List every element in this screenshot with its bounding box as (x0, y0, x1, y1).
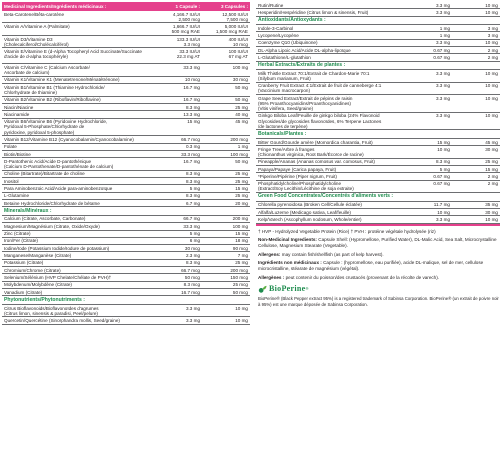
amount-one-capsule: 4,166.7 IU/UI 2,500 mcg (172, 11, 200, 22)
ingredient-row (2, 267, 250, 274)
ingredient-row (256, 209, 500, 216)
amount-one-capsule: 66.7 mcg (181, 267, 200, 273)
amount-three-capsules: 3 mg (487, 33, 498, 39)
ingredient-name: Kelp/Varech (Ascophyllum nodosum, Whole/entier) (258, 216, 362, 222)
ingredient-name: Beta-Carotene/Bêta-carotène (4, 11, 65, 17)
ingredient-name: L-Glutamine (4, 193, 30, 199)
amount-one-capsule: 5 mg (189, 231, 200, 237)
bioperine-logo-text: BioPerine (269, 284, 306, 294)
phytonutrients-heading: Phytonutrients/Phytonutriments : (2, 296, 250, 304)
header-three-capsules: 3 Capsules : (220, 3, 248, 9)
herbal-extracts-table (256, 70, 500, 130)
amount-three-capsules: 1 mg (237, 144, 248, 150)
amount-one-capsule: 0.3 mg (185, 144, 200, 150)
amount-one-capsule: 5 mg (189, 185, 200, 191)
ingredient-name: Calcium (Citrate, Ascorbate, Carbonate) (4, 216, 86, 222)
minerals-heading: Minerals/Minéraux : (2, 207, 250, 215)
amount-three-capsules: 5,000 IU/UI 1,500 mcg RAE (215, 24, 248, 35)
ingredient-row (2, 223, 250, 230)
ingredient-name: Molybdenum/Molybdène (Citrate) (4, 282, 72, 288)
ingredient-name: Manganese/Manganèse (Citrate) (4, 253, 72, 259)
amount-one-capsule: 8.3 mg (185, 260, 200, 266)
ingredient-row (2, 23, 250, 35)
amount-one-capsule: 3.3 mg (435, 216, 450, 222)
amount-one-capsule: 8.3 mcg (183, 282, 200, 288)
amount-one-capsule: 8.3 mg (185, 178, 200, 184)
amount-three-capsules: 18 mg (235, 238, 248, 244)
non-medicinal-fr-label: Ingrédients non médicinaux : (258, 260, 322, 266)
amount-one-capsule: 16.7 mcg (181, 289, 200, 295)
ingredient-row (2, 178, 250, 185)
non-medicinal-fr-text: Capsule : (hypromellose, eau purifiée), acide DL-malique, sel de mer, cellulose microcristalline, stéarate de magnésium (végétal). (258, 260, 484, 272)
amount-one-capsule: 133.3 IU/UI 3.3 mcg (176, 36, 200, 47)
ingredient-row (256, 70, 500, 82)
amount-three-capsules: 45 mg (485, 139, 498, 145)
amount-three-capsules: 3 mg (487, 25, 498, 31)
amount-one-capsule: 0.67 mg (433, 55, 450, 61)
amount-one-capsule: 50 mcg (184, 275, 200, 281)
amount-one-capsule: 3.3 mg (435, 70, 450, 76)
amount-three-capsules: 10 mg (485, 9, 498, 15)
ingredient-row (2, 171, 250, 178)
ingredient-name: Indole-3-Carbinol (258, 25, 294, 31)
ingredient-row (2, 64, 250, 76)
ingredient-name: Rutin/Rutine (258, 2, 284, 8)
amount-three-capsules: 7 mg (237, 253, 248, 259)
amount-three-capsules: 25 mg (235, 178, 248, 184)
amount-one-capsule: 8.3 mg (185, 171, 200, 177)
ingredient-name: Vitamin B1/Vitamine B1 (Thiamine Hydrochloride/ Chlorhydrate de thiamine) (4, 84, 105, 95)
ingredient-name: Grape Seed Extract/Extrait de pépins de raisin (95% Proanthocyanidins/Proanthocyanidines) (Vitis vinifera, Seed/graine) (258, 95, 353, 112)
ingredient-row (2, 200, 250, 207)
ingredient-row (256, 47, 500, 54)
antioxidants-heading: Antioxidants/Antioxydants : (256, 17, 500, 25)
ingredient-name: Hesperidin/Hespéridine (Citrus limon & sinensis, Fruit) (258, 9, 369, 15)
amount-one-capsule: 8.3 mg (435, 159, 450, 165)
amount-three-capsules: 200 mcg (230, 136, 248, 142)
amount-one-capsule: 13.3 mg (183, 111, 200, 117)
amount-three-capsules: 2 mg (487, 55, 498, 61)
amount-three-capsules: 15 mg (485, 166, 498, 172)
amount-three-capsules: 200 mcg (230, 267, 248, 273)
ingredient-row (256, 25, 500, 32)
amount-three-capsules: 10 mg (485, 70, 498, 76)
amount-three-capsules: 25 mg (235, 193, 248, 199)
ingredient-name: Chlorella pyrenoidosa (Broken Cell/Cellule éclatée) (258, 202, 362, 208)
ingredient-row (256, 159, 500, 166)
ingredient-name: Vitamin D3/Vitamine D3 (Cholecalciferol/Cholécalciférol) (4, 36, 69, 47)
ingredient-row (256, 166, 500, 173)
allergens-en-label: Allergens: (258, 251, 281, 257)
ingredient-row (256, 216, 500, 223)
ingredient-row (2, 104, 250, 111)
table-header (2, 2, 250, 11)
amount-one-capsule: 3.3 mg (435, 113, 450, 119)
ingredient-row (2, 185, 250, 192)
amount-three-capsules: 25 mcg (232, 282, 248, 288)
amount-three-capsules: 100 IU/UI 67 mg AT (228, 49, 248, 60)
amount-three-capsules: 200 mg (232, 216, 248, 222)
amount-one-capsule: 66.7 mg (183, 216, 200, 222)
amount-three-capsules: 2 mg (487, 47, 498, 53)
amount-three-capsules: 10 mg (235, 305, 248, 311)
amount-one-capsule: 8.3 mg (185, 193, 200, 199)
ingredient-row (256, 54, 500, 61)
ingredient-name: Ginkgo Biloba Leaf/Feuille de ginkgo biloba (24% Flavonoid Glycosides/de glycosides flavonoïdes, 6% Terpene Lactones /de lactones de terpène) (258, 113, 382, 129)
ingredient-row (2, 260, 250, 267)
amount-three-capsules: 20 mg (235, 200, 248, 206)
amount-one-capsule: 6.7 mg (185, 200, 200, 206)
amount-one-capsule: 10 mcg (184, 77, 200, 83)
ingredient-row (256, 95, 500, 113)
amount-one-capsule: 0.67 mg (433, 47, 450, 53)
ingredient-name: Alfalfa/Luzerne (Medicago sativa, Leaf/feuille) (258, 209, 351, 215)
ingredient-name: Fringe Tree/Arbre à franges (Chionanthus virginica, Root Bark/Écorce de racine) (258, 146, 364, 157)
ingredient-row (2, 136, 250, 143)
amount-one-capsule: 3.3 mg (435, 2, 450, 8)
amount-one-capsule: 16.7 mg (183, 158, 200, 164)
hvp-footnote: † HVP - Hydrolyzed Vegetable Protein (Rice) † PVH : protéine végétale hydrolysée (riz) (258, 228, 436, 234)
ingredient-name: Niacin/Niacine (4, 104, 34, 110)
ingredient-row (2, 252, 250, 259)
ingredient-row (2, 245, 250, 252)
amount-one-capsule: 33.3 mg (183, 223, 200, 229)
allergens-fr (258, 275, 498, 281)
ingredient-name: Vitamin B2/Vitamine B2 (Riboflavin/Riboflavine) (4, 97, 101, 103)
ingredient-row (2, 48, 250, 64)
ingredient-row (256, 202, 500, 209)
ingredient-row (2, 144, 250, 151)
ingredient-name: Inositol (4, 178, 19, 184)
amount-three-capsules: 10 mg (485, 113, 498, 119)
ingredient-row (256, 173, 500, 180)
amount-one-capsule: 3.3 mg (435, 40, 450, 46)
ingredient-row (2, 97, 250, 104)
ingredient-name: Vitamin K1/Vitamine K1 (Menatetrenone/Ménatétrénone) (4, 77, 120, 83)
bioperine-trademark-note: BioPerine® (Black Pepper extract 95%) is a registered trademark of Sabinsa Corporation. BioPerine® (un extrait de poivre noir à 95%) est une marque déposée de Sabinsa Corporation. (258, 296, 499, 307)
ingredient-name: Citrus Bioflavonoids/Bioflavonoïdes d'agrumes (Citrus limon, sinensis & paradisi, Peel/pelure) (4, 305, 99, 316)
ingredient-name: DL-Alpha Lipoic Acid/Acide DL-alpha-lipoïque (258, 47, 351, 53)
continued-table (256, 2, 500, 17)
amount-three-capsules: 30 mcg (232, 77, 248, 83)
amount-one-capsule: 3.3 mg (435, 83, 450, 89)
amount-three-capsules: 150 mcg (230, 275, 248, 281)
ingredient-name: Phosphatidylcholine/Phosphatidylcholine (Extract/Soy Lecithin/Lécithine de soja extraite) (258, 181, 354, 192)
amount-one-capsule: 3.3 mg (435, 95, 450, 101)
amount-one-capsule: 3.3 mg (435, 9, 450, 15)
ingredient-row (256, 83, 500, 95)
ingredient-row (2, 158, 250, 170)
bioperine-registered-mark: ® (305, 286, 309, 292)
non-medicinal-en-text: Capsule Shell: (Hypromellose, Purified Water), DL-Malic Acid, Sea Salt, Microcrystalline Cellulose, Magnesium Stearate (Vegetable). (258, 237, 497, 249)
left-column (2, 2, 250, 325)
header-one-capsule: 1 Capsule : (175, 3, 200, 9)
notes-block (256, 226, 500, 281)
ingredient-row (2, 119, 250, 137)
botanicals-heading: Botanicals/Plantes : (256, 130, 500, 138)
ingredient-row (256, 139, 500, 146)
minerals-table (2, 216, 250, 297)
ingredient-row (2, 289, 250, 296)
bioperine-logo (258, 285, 309, 294)
ingredient-row (2, 216, 250, 223)
amount-one-capsule: 6 mg (189, 238, 200, 244)
non-medicinal-en (258, 237, 498, 249)
ingredient-name: L-Glutathione/L-glutathion (258, 55, 311, 61)
amount-three-capsules: 25 mg (235, 260, 248, 266)
amount-three-capsules: 10 mg (485, 216, 498, 222)
amount-three-capsules: 25 mg (485, 159, 498, 165)
ingredient-row (2, 305, 250, 317)
antioxidants-table (256, 25, 500, 62)
green-food-heading: Green Food Concentrates/Concentrés d'aliments verts : (256, 193, 500, 201)
amount-three-capsules: 25 mg (235, 104, 248, 110)
amount-one-capsule: 15 mg (187, 119, 200, 125)
amount-three-capsules: 25 mg (235, 171, 248, 177)
amount-one-capsule: 0.67 mg (433, 173, 450, 179)
amount-three-capsules: 50 mg (235, 97, 248, 103)
amount-three-capsules: 2 mg (487, 181, 498, 187)
amount-one-capsule: 3.3 mg (185, 318, 200, 323)
ingredient-name: Vitamin E/Vitamine E (d-Alpha Tocopheryl Acid Succinate/Succinate d'acide de d-alpha tocophéryle) (4, 49, 142, 60)
amount-three-capsules: 10 mg (235, 318, 248, 323)
ingredient-name: Quercetin/Quercétine (Sinorphandra mollis, Seed/graine) (4, 318, 120, 323)
ingredient-name: Vitamin C/Vitamine C (Calcium Ascorbate/ Ascorbate de calcium) (4, 65, 90, 76)
vitamins-table (2, 11, 250, 207)
ingredient-name: Bitter Gourd/Gourde amère (Momordica charantia, Fruit) (258, 139, 373, 145)
ingredient-name: Para Aminobenzoic Acid/Acide para-aminobenzoïque (4, 185, 113, 191)
ingredient-row (2, 84, 250, 96)
amount-one-capsule: 10 mg (437, 209, 450, 215)
amount-one-capsule: 1 mg (439, 25, 450, 31)
non-medicinal-fr (258, 260, 498, 272)
amount-one-capsule: 1 mg (439, 33, 450, 39)
allergens-en (258, 252, 498, 258)
ingredient-row (256, 146, 500, 158)
amount-three-capsules: 100 mcg (230, 151, 248, 157)
amount-one-capsule: 11.7 mg (433, 202, 450, 208)
peppercorn-leaf-icon (258, 285, 267, 294)
amount-one-capsule: 8.3 mg (185, 104, 200, 110)
amount-three-capsules: 2 mg (487, 173, 498, 179)
ingredient-row (2, 274, 250, 281)
amount-three-capsules: 90 mcg (232, 245, 248, 251)
ingredient-row (256, 32, 500, 39)
amount-three-capsules: 400 IU/UI 10 mcg (228, 36, 248, 47)
amount-three-capsules: 40 mg (235, 111, 248, 117)
amount-three-capsules: 10 mg (485, 2, 498, 8)
ingredient-row (256, 40, 500, 47)
ingredient-name: Choline (Bitartrate)/Bitartrate de choline (4, 171, 85, 177)
amount-three-capsules: 15 mg (235, 185, 248, 191)
ingredient-name: Cranberry Fruit Extract 4:1/Extrait de fruit de canneberge 4:1 (Vaccinium macrocarpon) (258, 83, 382, 94)
ingredient-row (2, 36, 250, 48)
amount-three-capsules: 12,500 IU/UI 7,500 mcg (222, 11, 248, 22)
ingredient-name: Vitamin B6/Vitamine B6 (Pyridoxine Hydrochloride, Pyridoxal 5-Phosphate/Chlorhydrate de pyridoxine, pyridoxal 5-phosphate) (4, 119, 108, 135)
ingredient-name: Pineapple/Ananas (Ananas comosus var. comosus, Fruit) (258, 159, 375, 165)
amount-one-capsule: 5 mg (439, 166, 450, 172)
ingredient-name: Chromium/Chrome (Citrate) (4, 267, 61, 273)
amount-three-capsules: 100 mg (232, 223, 248, 229)
amount-one-capsule: 10 mg (437, 146, 450, 152)
ingredient-row (2, 193, 250, 200)
ingredient-name: Selenium/Sélénium (HVP Chelate/Chélate de PVH)† (4, 275, 112, 281)
ingredient-name: Potassium (Citrate) (4, 260, 44, 266)
ingredient-name: Milk Thistle Extract 70:1/Extrait de Chardon-Marie 70:1 (Silybum marianum, Fruit) (258, 70, 370, 81)
amount-three-capsules: 15 mg (235, 231, 248, 237)
ingredient-row (2, 317, 250, 324)
ingredient-name: Lycopene/Lycopène (258, 33, 299, 39)
amount-one-capsule: 33.3 IU/UI 22.3 mg AT (176, 49, 200, 60)
amount-three-capsules: 10 mg (485, 95, 498, 101)
ingredient-row (256, 9, 500, 16)
amount-one-capsule: 2.3 mg (185, 253, 200, 259)
amount-one-capsule: 33.3 mg (183, 65, 200, 70)
allergens-fr-text: peut contenir du poisson/des crustacés (provenant de la récolte de varech). (285, 275, 440, 280)
amount-three-capsules: 30 mg (485, 146, 498, 152)
green-food-table (256, 202, 500, 224)
amount-one-capsule: 16.7 mg (183, 84, 200, 90)
amount-one-capsule: 15 mg (437, 139, 450, 145)
ingredient-name: Betaine Hydrochloride/Chlorhydrate de bétaïne (4, 200, 100, 206)
header-ingredient-label: Medicinal Ingredients/Ingrédients médicinaux : (4, 3, 107, 9)
amount-three-capsules: 100 mg (232, 65, 248, 70)
amount-three-capsules: 45 mg (235, 119, 248, 125)
phytonutrients-table (2, 305, 250, 325)
ingredient-name: Folate (4, 144, 17, 150)
ingredient-name: *Piperine/Pipérine (Piper nigrum, Fruit) (258, 173, 337, 179)
amount-three-capsules: 10 mg (485, 40, 498, 46)
amount-three-capsules: 10 mg (485, 83, 498, 89)
ingredient-name: Zinc (Citrate) (4, 231, 31, 237)
amount-one-capsule: 30 mcg (184, 245, 200, 251)
ingredient-row (256, 2, 500, 9)
amount-three-capsules: 50 mg (235, 84, 248, 90)
ingredient-row (256, 113, 500, 131)
ingredient-name: Magnesium/Magnésium (Citrate, Oxide/Oxyde) (4, 223, 100, 229)
ingredient-name: Vitamin B12/Vitamine B12 (Cyanocobalamin/Cyanocobalamine) (4, 136, 134, 142)
ingredient-row (256, 181, 500, 193)
ingredient-name: Vanadium (Citrate) (4, 289, 43, 295)
ingredient-name: Papaya/Papaye (Carica papaya, Fruit) (258, 166, 337, 172)
amount-one-capsule: 3.3 mg (185, 305, 200, 311)
allergens-fr-label: Allergènes : (258, 275, 285, 280)
ingredient-row (2, 77, 250, 84)
non-medicinal-en-label: Non-Medicinal Ingredients: (258, 237, 317, 243)
ingredient-row (2, 151, 250, 158)
ingredient-row (2, 238, 250, 245)
amount-three-capsules: 30 mg (485, 209, 498, 215)
ingredient-name: Iron/Fer (Citrate) (4, 238, 38, 244)
amount-one-capsule: 66.7 mcg (181, 136, 200, 142)
amount-one-capsule: 33.3 mcg (181, 151, 200, 157)
ingredient-name: Coenzyme Q10 (Ubiquinone) (258, 40, 318, 46)
amount-one-capsule: 1,666.7 IU/UI 500 mcg RAE (171, 24, 200, 35)
amount-one-capsule: 16.7 mg (183, 97, 200, 103)
ingredient-row (2, 111, 250, 118)
ingredient-row (2, 231, 250, 238)
bioperine-logo-block (256, 285, 500, 294)
amount-one-capsule: 0.67 mg (433, 181, 450, 187)
herbal-extracts-heading: Herbal Extracts/Extraits de plantes : (256, 62, 500, 70)
botanicals-table (256, 139, 500, 193)
amount-three-capsules: 50 mg (235, 158, 248, 164)
ingredient-row (2, 11, 250, 23)
ingredient-name: Niacinamide (4, 111, 30, 117)
amount-three-capsules: 35 mg (485, 202, 498, 208)
right-column (256, 2, 500, 307)
allergens-en-text: may contain fish/shellfish (as part of kelp harvest). (281, 251, 384, 257)
ingredient-name: Vitamin A/Vitamine A (Palmitate) (4, 24, 70, 30)
ingredient-name: D-Pantothenic Acid/Acide D-pantothénique (Calcium D-Pantothenate/D-pantothénate de calcium) (4, 158, 114, 169)
ingredient-name: Biotin/Biotine (4, 151, 31, 157)
amount-three-capsules: 50 mcg (232, 289, 248, 295)
ingredient-row (2, 282, 250, 289)
ingredient-name: Iodine/Iode (Potassium Iodide/Iodure de potassium) (4, 245, 110, 251)
